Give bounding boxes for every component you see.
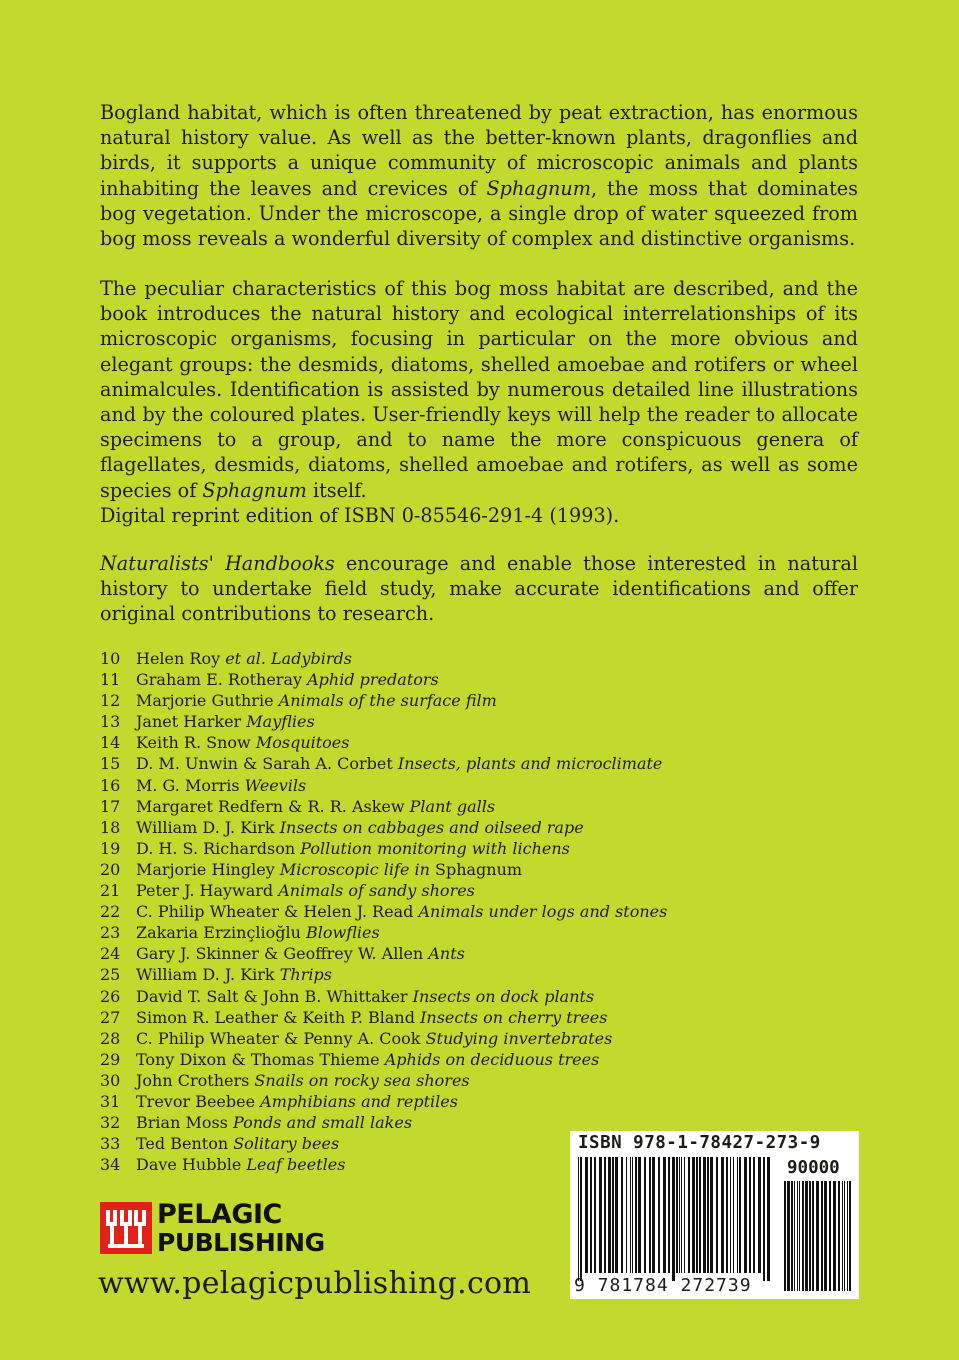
- series-item: [100, 943, 667, 964]
- series-title: Snails on rocky sea shores: [254, 1070, 470, 1090]
- barcode-addon-bar: [812, 1181, 814, 1291]
- series-number: 30: [100, 1070, 121, 1090]
- barcode-bar: [644, 1157, 646, 1273]
- series-item: [100, 964, 667, 985]
- series-author: Simon R. Leather & Keith P. Bland: [136, 1007, 415, 1027]
- series-item: [100, 711, 667, 732]
- series-title: Studying invertebrates: [425, 1028, 613, 1048]
- barcode-addon-bar: [799, 1181, 800, 1291]
- series-author: Peter J. Hayward: [136, 881, 274, 901]
- series-title: Leaf beetles: [246, 1155, 346, 1175]
- series-number: 27: [100, 1007, 121, 1027]
- series-title: Animals of the surface film: [278, 691, 497, 711]
- barcode-bar: [604, 1157, 606, 1273]
- series-item: [100, 796, 667, 817]
- barcode-bar: [763, 1157, 765, 1281]
- barcode-bar: [733, 1157, 734, 1273]
- barcode-bar: [758, 1157, 761, 1273]
- barcode-bar: [767, 1157, 770, 1281]
- series-author: Zakaria Erzinçlioğlu: [136, 923, 301, 943]
- series-item: [100, 775, 667, 796]
- barcode-addon-bar: [809, 1181, 811, 1291]
- series-number: 20: [100, 859, 121, 879]
- series-author: Graham E. Rotheray: [136, 670, 303, 690]
- series-list: [100, 648, 667, 1175]
- series-number: 11: [100, 670, 121, 690]
- barcode-bar: [707, 1157, 709, 1273]
- barcode-bar: [599, 1157, 602, 1273]
- series-number: 13: [100, 712, 121, 732]
- barcode-bar: [681, 1157, 682, 1273]
- series-title: Weevils: [244, 775, 307, 795]
- barcode-bar: [672, 1157, 675, 1281]
- barcode-bar: [699, 1157, 701, 1273]
- barcode-bar: [626, 1157, 627, 1273]
- series-author: William D. J. Kirk: [136, 817, 275, 837]
- series-author: Ted Benton: [136, 1134, 229, 1154]
- barcode-bar: [749, 1157, 751, 1273]
- barcode-bar: [703, 1157, 706, 1273]
- series-number: 18: [100, 817, 121, 837]
- barcode-bar: [730, 1157, 731, 1273]
- series-author: William D. J. Kirk: [136, 965, 275, 985]
- barcode-bar: [585, 1157, 588, 1273]
- barcode-bar: [726, 1157, 728, 1273]
- publisher-logo: [100, 1199, 325, 1259]
- publisher-website[interactable]: www.pelagicpublishing.com: [98, 1266, 532, 1301]
- barcode-bar: [744, 1157, 747, 1273]
- series-item: [100, 880, 667, 901]
- barcode-addon-bar: [784, 1181, 786, 1291]
- series-title: Animals under logs and stones: [418, 902, 668, 922]
- barcode-bar: [668, 1157, 670, 1273]
- isbn-label: ISBN 978-1-78427-273-9: [578, 1133, 821, 1153]
- pelagic-logo-icon: [100, 1202, 152, 1254]
- barcode-addon-bar: [787, 1181, 790, 1291]
- series-title: Insects on dock plants: [412, 986, 595, 1006]
- publisher-name-line2: PUBLISHING: [157, 1228, 325, 1257]
- series-title: Ponds and small lakes: [232, 1113, 413, 1133]
- series-title: Insects on cherry trees: [420, 1007, 608, 1027]
- series-number: 32: [100, 1113, 121, 1133]
- barcode-addon-bar: [816, 1181, 819, 1291]
- series-number: 34: [100, 1155, 121, 1175]
- series-number: 19: [100, 838, 121, 858]
- barcode-bar: [753, 1157, 755, 1273]
- barcode-bar: [688, 1157, 690, 1273]
- barcode-addon-bar: [791, 1181, 793, 1291]
- barcode-addon-bar: [849, 1181, 851, 1291]
- series-author: John Crothers: [136, 1070, 250, 1090]
- series-item: [100, 817, 667, 838]
- series-number: 17: [100, 796, 121, 816]
- barcode-bar: [590, 1157, 592, 1273]
- series-title: Microscopic life in Sphagnum: [279, 859, 523, 879]
- barcode-bar: [652, 1157, 655, 1273]
- series-item: [100, 1007, 667, 1028]
- barcode-bar: [578, 1157, 579, 1281]
- series-number: 16: [100, 775, 121, 795]
- barcode-bar: [635, 1157, 637, 1273]
- series-title: Insects on cabbages and oilseed rape: [279, 817, 584, 837]
- barcode-bars: [570, 1131, 859, 1299]
- publisher-name-line1: PELAGIC: [157, 1199, 282, 1230]
- barcode-bar: [663, 1157, 666, 1273]
- barcode-bar: [684, 1157, 685, 1273]
- series-title: Plant galls: [409, 796, 496, 816]
- series-title: Ants: [428, 944, 465, 964]
- series-item: [100, 1091, 667, 1112]
- barcode-bar: [580, 1157, 582, 1281]
- barcode-bar: [621, 1157, 623, 1273]
- series-title: Blowflies: [306, 923, 380, 943]
- series-number: 23: [100, 923, 121, 943]
- series-item: [100, 669, 667, 690]
- barcode-addon-bar: [821, 1181, 823, 1291]
- ean-digits: 9 781784 272739: [574, 1275, 752, 1296]
- series-author: Janet Harker: [136, 712, 242, 732]
- series-author: Trevor Beebee: [136, 1091, 256, 1111]
- series-item: [100, 922, 667, 943]
- series-item: [100, 648, 667, 669]
- series-blurb: Naturalists' Handbooks encourage and enable those interested in natural history to undertake field study, make accurate identifications and offer original contributions to research.: [100, 552, 859, 626]
- series-number: 21: [100, 881, 121, 901]
- barcode-addon-bar: [805, 1181, 808, 1291]
- barcode-addon-bar: [847, 1181, 848, 1291]
- series-author: Brian Moss: [136, 1113, 228, 1133]
- description-paragraph-1: Bogland habitat, which is often threatened by peat extraction, has enormous natural history value. As well as the better-known plants, dragonflies and birds, it supports a unique community of microscopic animals and plants inhabiting the leaves and crevices of Sphagnum, the moss that dominates bog vegetation. Under the microscope, a single drop of water squeezed from bog moss reveals a wonderful diversity of complex and distinctive organisms.: [100, 101, 859, 251]
- series-title: Mayflies: [246, 712, 315, 732]
- series-number: 15: [100, 754, 121, 774]
- series-number: 25: [100, 965, 121, 985]
- barcode-bar: [649, 1157, 651, 1273]
- series-number: 12: [100, 691, 121, 711]
- series-number: 33: [100, 1134, 121, 1154]
- series-title: Aphids on deciduous trees: [384, 1049, 600, 1069]
- series-author-etal: et al.: [220, 649, 266, 668]
- barcode-bar: [638, 1157, 641, 1273]
- series-item: [100, 986, 667, 1007]
- barcode-addon-bar: [844, 1181, 845, 1291]
- barcode-bar: [594, 1157, 596, 1273]
- barcode-bar: [612, 1157, 614, 1273]
- barcode-bar: [737, 1157, 738, 1273]
- series-item: [100, 1049, 667, 1070]
- series-title: Pollution monitoring with lichens: [300, 838, 570, 858]
- series-number: 24: [100, 944, 121, 964]
- series-title: Amphibians and reptiles: [260, 1091, 458, 1111]
- series-item: [100, 1070, 667, 1091]
- reprint-note: Digital reprint edition of ISBN 0-85546-291-4 (1993).: [100, 504, 620, 527]
- series-item: [100, 838, 667, 859]
- barcode-bar: [692, 1157, 695, 1273]
- series-title: Aphid predators: [307, 670, 439, 690]
- series-item: [100, 690, 667, 711]
- barcode-addon-bar: [794, 1181, 795, 1291]
- barcode-bar: [615, 1157, 618, 1273]
- series-author: M. G. Morris: [136, 775, 240, 795]
- barcode-bar: [676, 1157, 678, 1273]
- series-number: 31: [100, 1091, 121, 1111]
- barcode-addon-bar: [797, 1181, 798, 1291]
- series-title: Ladybirds: [271, 649, 352, 668]
- barcode-addon-bar: [833, 1181, 836, 1291]
- series-author: Marjorie Guthrie: [136, 691, 274, 711]
- series-author: Helen Roy: [136, 649, 221, 668]
- series-item: [100, 1028, 667, 1049]
- series-title: Mosquitoes: [255, 733, 350, 753]
- series-number: 28: [100, 1028, 121, 1048]
- series-item: [100, 732, 667, 753]
- series-number: 29: [100, 1049, 121, 1069]
- barcode-bar: [710, 1157, 713, 1273]
- series-author: D. M. Unwin & Sarah A. Corbet: [136, 754, 393, 774]
- barcode-bar: [632, 1157, 633, 1273]
- series-title: Insects, plants and microclimate: [397, 754, 663, 774]
- series-item: [100, 859, 667, 880]
- series-author: Margaret Redfern & R. R. Askew: [136, 796, 405, 816]
- description-paragraph-2: The peculiar characteristics of this bog moss habitat are described, and the book introduces the natural history and ecological interrelationships of its microscopic organisms, focusing in particular on the more obvious and elegant groups: the desmids, diatoms, shelled amoebae and rotifers or wheel animalcules. Identification is assisted by numerous detailed line illustrations and by the coloured plates. User-friendly keys will help the reader to allocate specimens to a group, and to name the more conspicuous genera of flagellates, desmids, diatoms, shelled amoebae and rotifers, as well as some species of Sphagnum itself.: [100, 277, 858, 502]
- series-author: Marjorie Hingley: [136, 859, 275, 879]
- series-number: 22: [100, 902, 121, 922]
- barcode-bar: [716, 1157, 718, 1273]
- series-number: 14: [100, 733, 121, 753]
- price-addon-label: 90000: [787, 1158, 840, 1178]
- series-author: C. Philip Wheater & Helen J. Read: [136, 902, 414, 922]
- series-item: [100, 901, 667, 922]
- series-title: Animals of sandy shores: [278, 881, 475, 901]
- barcode-bar: [658, 1157, 660, 1273]
- isbn-barcode: [570, 1131, 859, 1299]
- barcode-addon-bar: [838, 1181, 840, 1291]
- series-author: Keith R. Snow: [136, 733, 251, 753]
- barcode-addon-bar: [824, 1181, 827, 1291]
- barcode-bar: [630, 1157, 631, 1273]
- series-title: Thrips: [279, 965, 332, 985]
- series-author: Gary J. Skinner & Geoffrey W. Allen: [136, 944, 424, 964]
- series-author: Tony Dixon & Thomas Thieme: [136, 1049, 380, 1069]
- series-title: Solitary bees: [233, 1134, 340, 1154]
- series-author: C. Philip Wheater & Penny A. Cook: [136, 1028, 421, 1048]
- barcode-bar: [696, 1157, 698, 1273]
- barcode-bar: [679, 1157, 680, 1273]
- series-number: 26: [100, 986, 121, 1006]
- barcode-addon-bar: [802, 1181, 804, 1291]
- series-item: [100, 1112, 667, 1133]
- barcode-addon-bar: [829, 1181, 831, 1291]
- series-number: 10: [100, 649, 121, 668]
- series-author: David T. Salt & John B. Whittaker: [136, 986, 408, 1006]
- barcode-bar: [739, 1157, 741, 1273]
- barcode-bar: [608, 1157, 611, 1273]
- barcode-addon-bar: [842, 1181, 843, 1291]
- series-author: Dave Hubble: [136, 1155, 242, 1175]
- barcode-bar: [721, 1157, 724, 1273]
- series-item: [100, 753, 667, 774]
- series-author: D. H. S. Richardson: [136, 838, 296, 858]
